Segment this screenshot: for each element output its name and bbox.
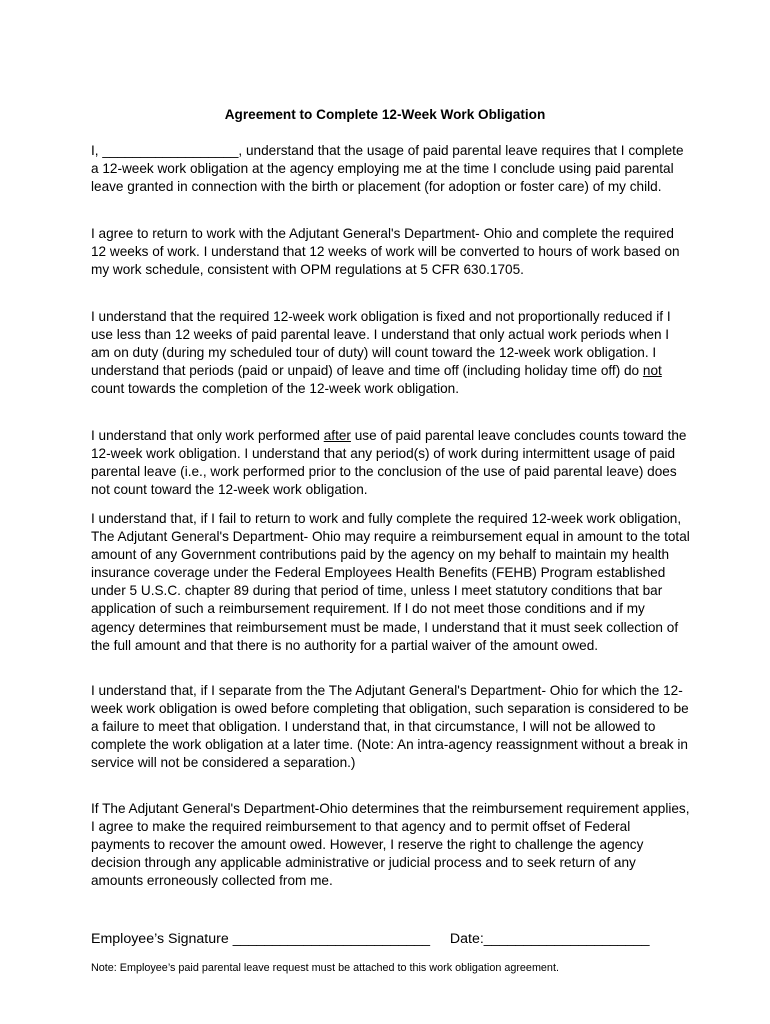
paragraph-work-after-leave-text-b: use of paid parental leave concludes counts toward the 12-week work obligation. I understand that any period(s) of work during intermittent usage of paid parental leave (i.e., work performed prior to the conclusion of the use of paid parental leave) does not count toward the 12-week work obligation.	[91, 428, 687, 498]
date-line[interactable]: Date:_____________________	[449, 931, 650, 947]
paragraph-return-to-work: I agree to return to work with the Adjutant General's Department- Ohio and complete the required 12 weeks of work. I understand that 12 weeks of work will be converted to hours of work based on my work schedule, consistent with OPM regulations at 5 CFR 630.1705.	[91, 226, 680, 278]
paragraph-work-after-leave	[91, 427, 691, 499]
signature-row	[91, 930, 691, 948]
paragraph-fixed-obligation-text-a: I understand that the required 12-week work obligation is fixed and not proportionally reduced if I use less than 12 weeks of paid parental leave. I understand that only actual work periods when I am on duty (during my scheduled tour of duty) will count toward the 12-week work obligation. I understand that periods (paid or unpaid) of leave and time off (including holiday time off) do	[91, 309, 671, 379]
paragraph-offset: If The Adjutant General's Department-Ohio determines that the reimbursement requirement applies, I agree to make the required reimbursement to that agency and to permit offset of Federal payments to recover the amount owed. However, I reserve the right to challenge the agency decision through any applicable administrative or judicial process and to seek return of any amounts erroneously collected from me.	[91, 801, 690, 889]
paragraph-work-after-leave-text-a: I understand that only work performed	[91, 428, 324, 443]
footnote: Note: Employee’s paid parental leave request must be attached to this work obligation agreement.	[91, 962, 559, 974]
signature-line[interactable]: Employee’s Signature _________________________	[91, 931, 430, 947]
paragraph-fixed-obligation	[91, 308, 691, 398]
paragraph-separation: I understand that, if I separate from the The Adjutant General's Department- Ohio for which the 12-week work obligation is owed before completing that obligation, such separation is considered to be a failure to meet that obligation. I understand that, in that circumstance, I will not be allowed to complete the work obligation at a later time. (Note: An intra-agency reassignment without a break in service will not be considered a separation.)	[91, 683, 689, 771]
document-title: Agreement to Complete 12-Week Work Obligation	[224, 107, 546, 122]
paragraph-fixed-obligation-text-b: count towards the completion of the 12-week work obligation.	[91, 381, 459, 397]
emphasis-not: not	[642, 363, 662, 379]
paragraph-acknowledgement: I, __________________, understand that the usage of paid parental leave requires that I complete a 12-week work obligation at the agency employing me at the time I conclude using paid parental leave granted in connection with the birth or placement (for adoption or foster care) of my child.	[91, 143, 684, 195]
emphasis-after: after	[323, 428, 351, 443]
paragraph-reimbursement: I understand that, if I fail to return to work and fully complete the required 12-week work obligation, The Adjutant General's Department- Ohio may require a reimbursement equal in amount to the total amount of any Government contributions paid by the agency on my behalf to maintain my health insurance coverage under the Federal Employees Health Benefits (FEHB) Program established under 5 U.S.C. chapter 89 during that period of time, unless I meet statutory conditions that bar application of such a reimbursement requirement. If I do not meet those conditions and if my agency determines that reimbursement must be made, I understand that it must seek collection of the full amount and that there is no authority for a partial waiver of the amount owed.	[91, 511, 690, 653]
